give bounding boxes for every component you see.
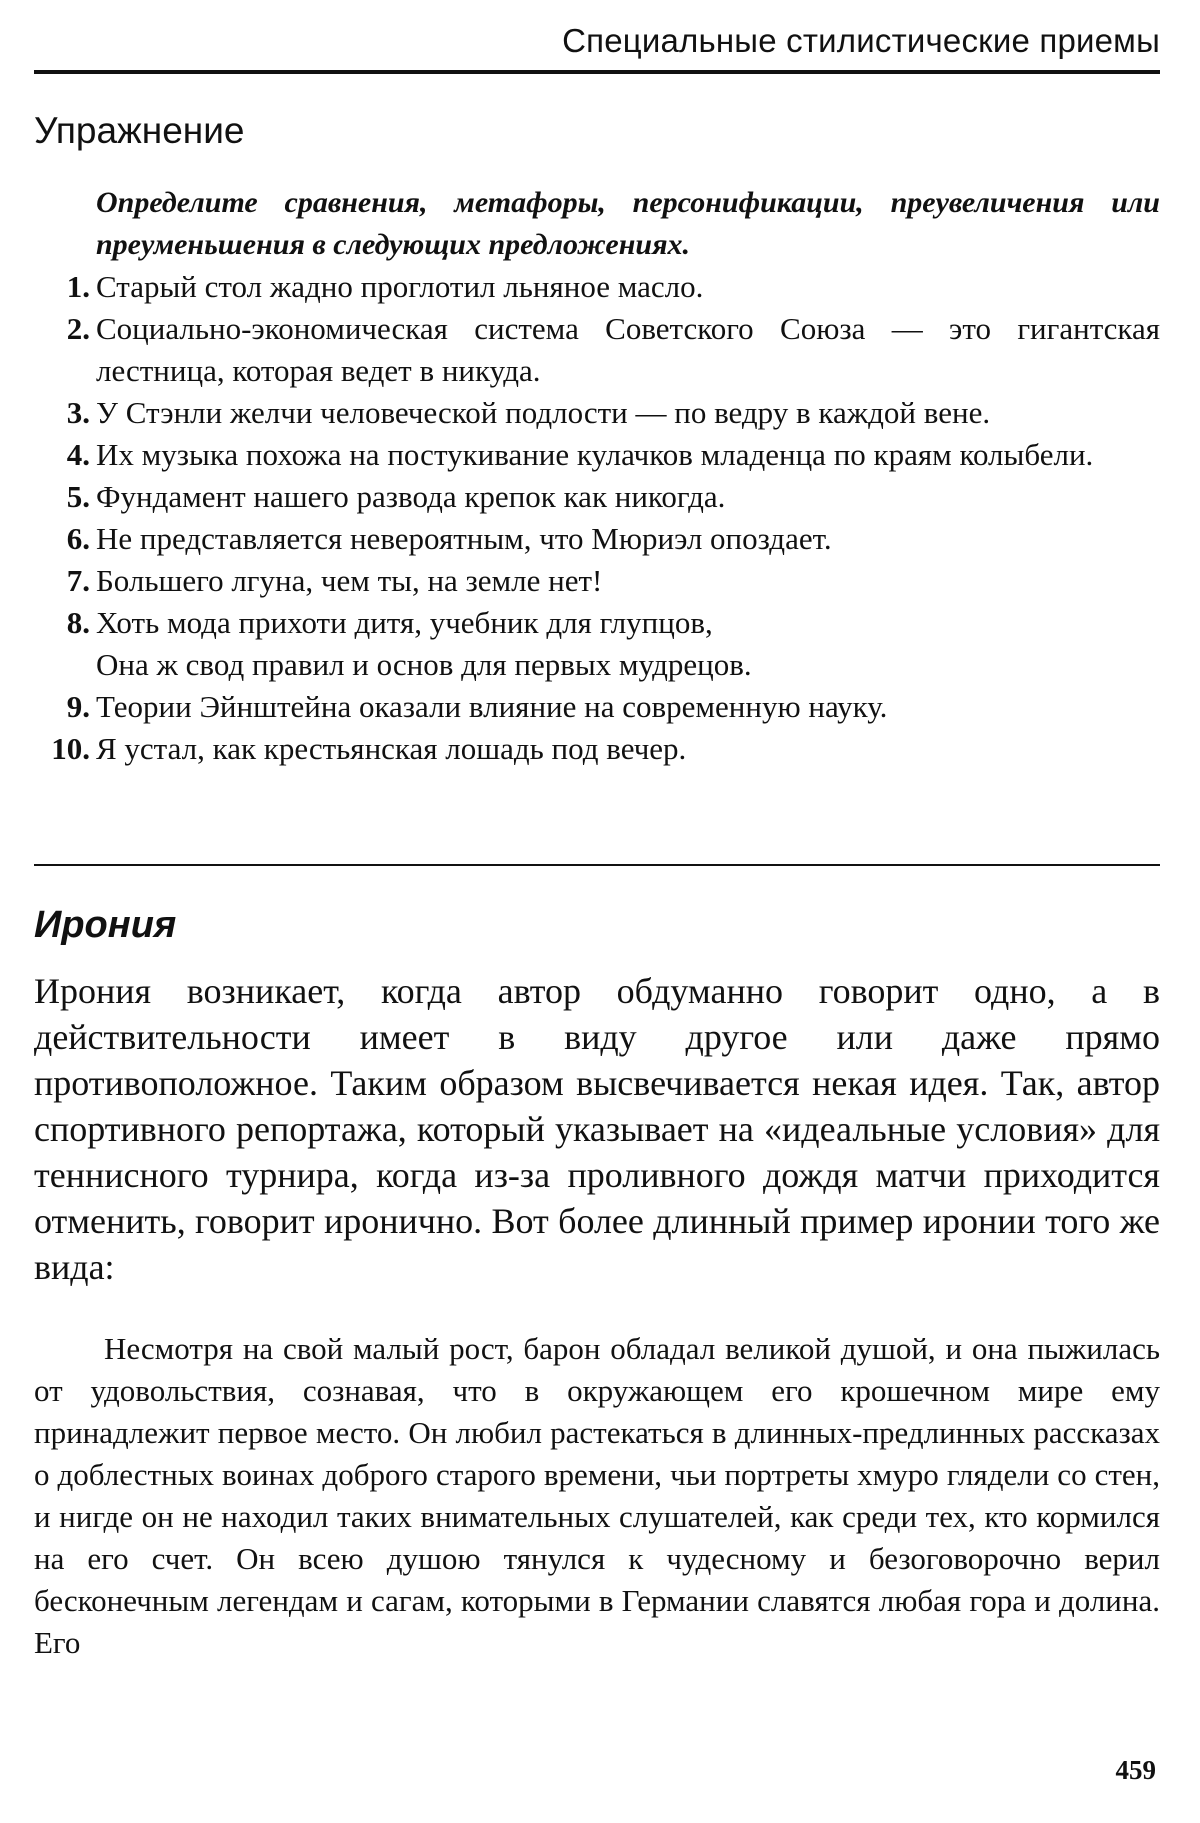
header-rule: [34, 70, 1160, 74]
exercise-item: [34, 560, 1160, 602]
exercise-item: [34, 686, 1160, 728]
exercise-item-text: Фундамент нашего развода крепок как никогда.: [96, 479, 726, 514]
exercise-item-number: 5.: [66, 479, 90, 514]
exercise-item-number: 10.: [51, 731, 90, 766]
exercise-list: [34, 266, 1160, 770]
exercise-item-verse: [96, 602, 1160, 686]
exercise-item: [34, 476, 1160, 518]
exercise-item-text: Теории Эйнштейна оказали влияние на современную науку.: [96, 689, 888, 724]
exercise-instruction: Определите сравнения, метафоры, персонификации, преувеличения или преуменьшения в следующих предложениях.: [96, 186, 1160, 261]
exercise-item: [34, 266, 1160, 308]
exercise-item-text: Старый стол жадно проглотил льняное масло.: [96, 269, 704, 304]
exercise-item-text: Не представляется невероятным, что Мюриэл опоздает.: [96, 521, 832, 556]
exercise-item: [34, 602, 1160, 686]
exercise-item-number: 1.: [66, 269, 90, 304]
exercise-item: [34, 728, 1160, 770]
page-number: 459: [1115, 1755, 1156, 1785]
exercise-item-text: Я устал, как крестьянская лошадь под вечер.: [96, 731, 687, 766]
exercise-item-text: У Стэнли желчи человеческой подлости — по ведру в каждой вене.: [96, 395, 991, 430]
verse-line-2: Она ж свод правил и основ для первых мудрецов.: [96, 647, 752, 682]
exercise-item-number: 7.: [66, 563, 90, 598]
exercise-item-number: 3.: [66, 395, 90, 430]
exercise-item-text: Социально-экономическая система Советского Союза — это гигантская лестница, которая ведет в никуда.: [96, 311, 1160, 388]
section-body: Ирония возникает, когда автор обдуманно говорит одно, а в действительности имеет в виду другое или даже прямо противоположное. Таким образом высвечивается некая идея. Так, автор спортивного репортажа, который указывает на «идеальные условия» для теннисного турнира, когда из-за проливного дождя матчи приходится отменить, говорит иронично. Вот более длинный пример иронии того же вида:: [34, 971, 1160, 1287]
exercise-item-number: 9.: [66, 689, 90, 724]
running-head: Специальные стилистические приемы: [562, 22, 1160, 59]
exercise-item: [34, 392, 1160, 434]
exercise-item-number: 8.: [66, 605, 90, 640]
exercise-item-number: 6.: [66, 521, 90, 556]
exercise-item-number: 4.: [66, 437, 90, 472]
section-rule: [34, 864, 1160, 866]
quoted-example: Несмотря на свой малый рост, барон обладал великой душой, и она пыжилась от удовольствия, сознавая, что в окружающем его крошечном мире ему принадлежит первое место. Он любил растекаться в длинных-предлинных рассказах о доблестных воинах доброго старого времени, чьи портреты хмуро глядели со стен, и нигде он не находил таких внимательных слушателей, как среди тех, кто кормился на его счет. Он всею душою тянулся к чудесному и безоговорочно верил бесконечным легендам и сагам, которыми в Германии славятся любая гора и долина. Его: [34, 1331, 1160, 1660]
exercise-item: [34, 434, 1160, 476]
exercise-item-number: 2.: [66, 311, 90, 346]
section-title: Ирония: [34, 904, 177, 946]
exercise-item: [34, 518, 1160, 560]
exercise-item: [34, 308, 1160, 392]
exercise-item-text: Большего лгуна, чем ты, на земле нет!: [96, 563, 603, 598]
exercise-title: Упражнение: [34, 110, 245, 151]
exercise-item-text: Их музыка похожа на постукивание кулачков младенца по краям колыбели.: [96, 437, 1094, 472]
verse-line-1: Хоть мода прихоти дитя, учебник для глупцов,: [96, 605, 713, 640]
